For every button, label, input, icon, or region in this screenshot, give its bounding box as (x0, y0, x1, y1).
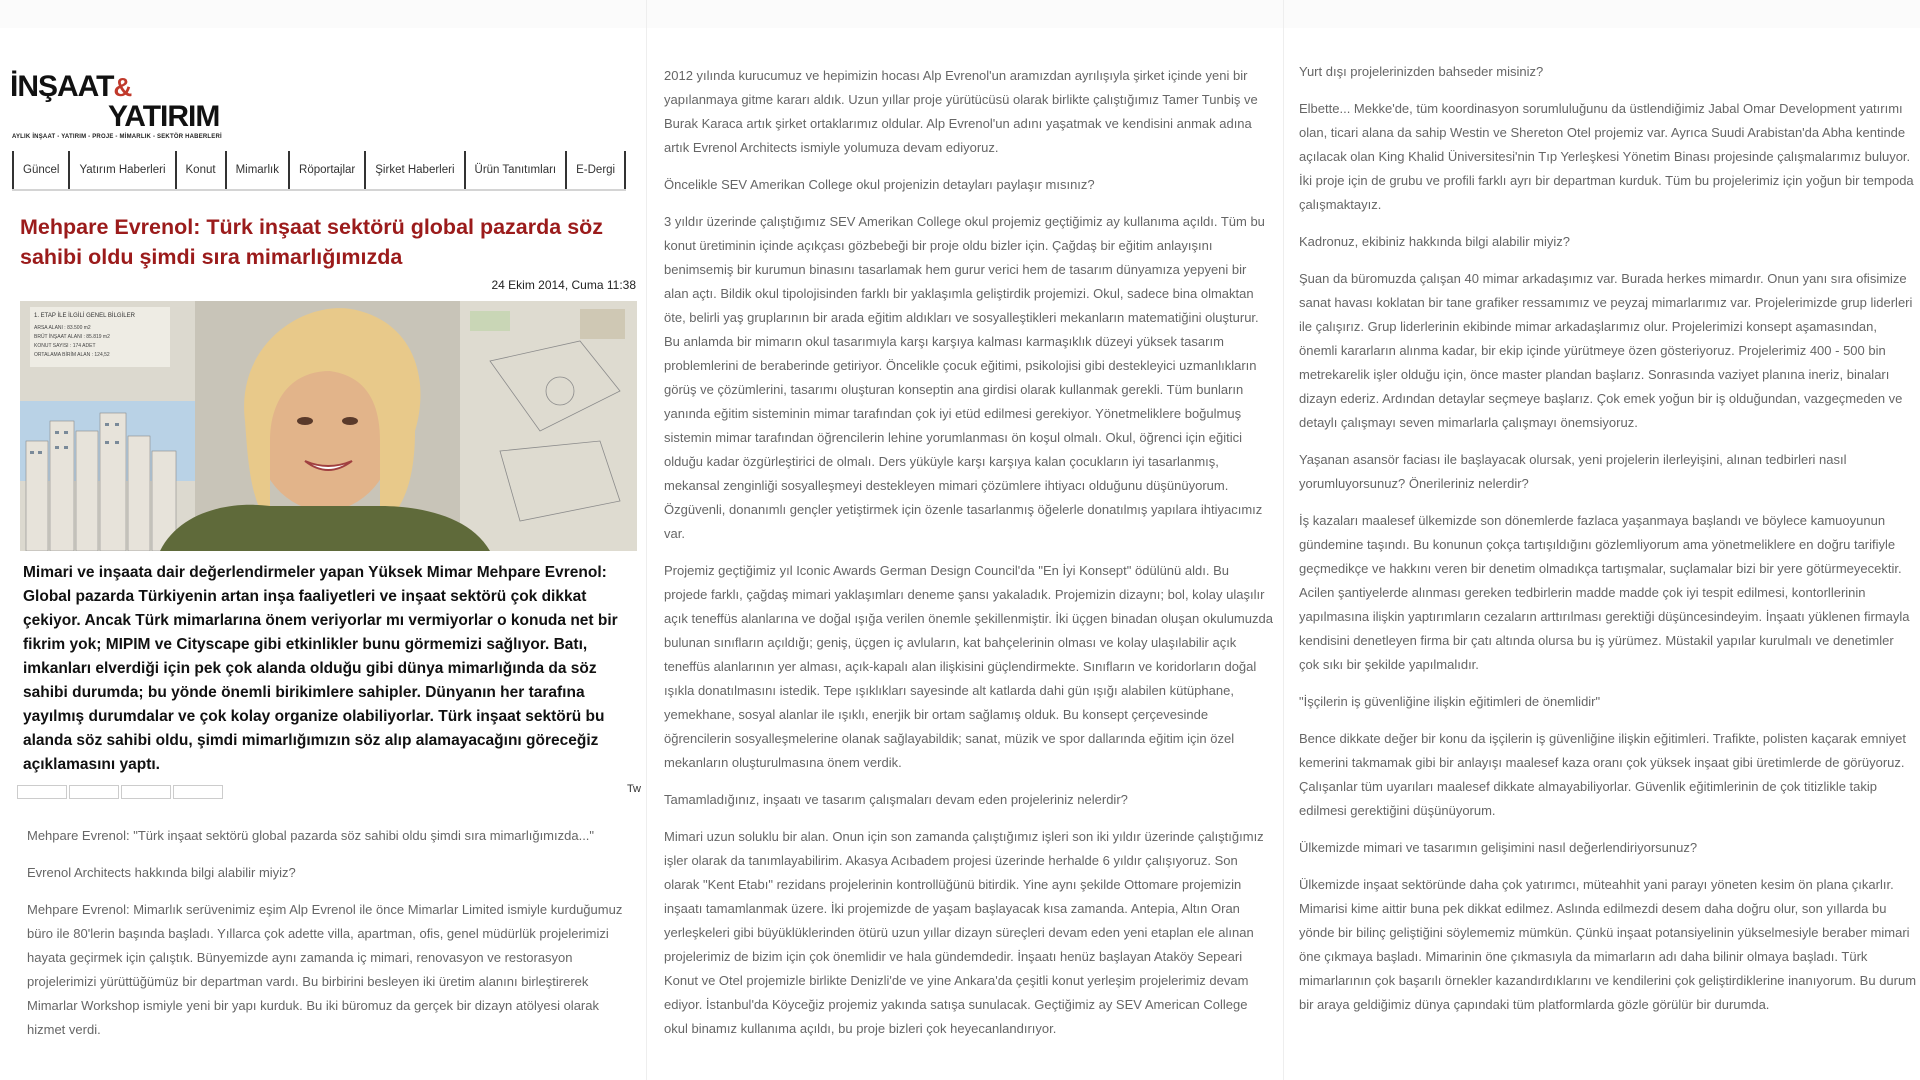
question: Yaşanan asansör faciası ile başlayacak olursak, yeni projelerin ilerleyişini, alınan tedbirleri nasıl yorumluyorsunuz? Önerileriniz nelerdir? (1299, 452, 1847, 491)
logo-word-yatirim: YATIRIM (108, 100, 220, 133)
column-3 (1283, 0, 1920, 1080)
paragraph: 2012 yılında kurucumuz ve hepimizin hocası Alp Evrenol'un aramızdan ayrılışıyla şirket içinde yeni bir yapılanmaya gitme kararı aldık. Uzun yıllar proje yürütücüsü olarak birlikte çalıştığımız Tamer Tunbiş ve Burak Karaca artık şirket ortaklarımız oldular. Alp Evrenol'un adını yaşatmak ve kendisini anmak adına artık Evrenol Architects ismiyle yolumuza devam ediyoruz. (664, 68, 1258, 155)
article-body-col3 (1299, 60, 1917, 1030)
article-headline[interactable]: Mehpare Evrenol: Türk inşaat sektörü global pazarda söz sahibi oldu şimdi sıra mimarlığımızda (20, 215, 604, 269)
nav-item-roportajlar[interactable]: Röportajlar (290, 151, 366, 189)
article-date: 24 Ekim 2014, Cuma 11:38 (491, 278, 636, 292)
tweet-button[interactable]: Tw (626, 783, 641, 795)
paragraph: Elbette... Mekke'de, tüm koordinasyon sorumluluğunu da üstlendiğimiz Jabal Omar Development yatırımı olan, ticari alana da sahip Westin ve Shereton Otel projemiz var. Ayrıca Suudi Arabistan'da Abha kentinde açılacak olan King Khalid Üniversitesi'nin Tıp Yerleşkesi Yönetim Binası projesinde çalışmalarımız buluyor. İki proje için de grubu ve profili farklı ayrı bir departman kurduk. Tüm bu projelerimiz için yoğun bir tempoda çalışmaktayız. (1299, 101, 1914, 212)
share-button[interactable] (69, 785, 119, 799)
paragraph: Bence dikkate değer bir konu da işçilerin iş güvenliğine ilişkin eğitimleri. Trafikte, polisten kaçarak emniyet kemerini takmamak gibi bir anlayışı maalesef kaza oranı çok yüksek inşaat gibi üretimlerde de görüyoruz. Çalışanlar tüm uyarıları maalesef dikkate almayabiliyorlar. Güvenlik eğitimlerinin de çok titizlikle takip edilmesi gerektiğini düşünüyorum. (1299, 731, 1906, 818)
article-photo (20, 301, 637, 551)
paragraph: Mimari uzun soluklu bir alan. Onun için son zamanda çalıştığımız işleri son iki yıldır üzerinde çalıştığımız işler olarak da tanımlayabilirim. Akasya Acıbadem projesi üzerinde herhalde 6 yıldır çalışıyoruz. Son olarak "Kent Etabı" rezidans projelerinin kontrollüğünü bitirdik. Yine aynı şekilde Ottomare projemizin inşaatı tamamlanmak üzere. İki projemizde de yaşam başlayacak kısa zamanda. Antepia, Altın Oran yerleşkeleri gibi büyüklüklerinden ötürü uzun yıllar dizayn süreçleri devam eden yeni etaplan ele alınan projelerimiz de bizim için çok önemlidir ve hala gündemdedir. İnşaatı henüz başlayan Ataköy Sepeari Konut ve Otel projemizle birlikte Denizli'de ve yine Ankara'da çeşitli konut yerleşim projelerimiz devam ediyor. İstanbul'da Köyceğiz projemiz yakında satışa sunulacak. Geçtiğimiz ay SEV American College okul binamız kullanıma açıldı, bu proje bizleri çok heyecanlandırıyor. (664, 829, 1264, 1036)
logo-tagline: AYLIK İNŞAAT - YATIRIM - PROJE - MİMARLIK - SEKTÖR HABERLERİ (12, 134, 222, 140)
question: Ülkemizde mimari ve tasarımın gelişimini nasıl değerlendiriyorsunuz? (1299, 840, 1698, 855)
question: Yurt dışı projelerinizden bahseder misiniz? (1299, 64, 1544, 79)
article-lead: Mimari ve inşaata dair değerlendirmeler yapan Yüksek Mimar Mehpare Evrenol: Global pazarda Türkiyenin artan inşa faaliyetleri ve inşaat sektörü çok dikkat çekiyor. Ancak Türk mimarlarına önem veriyorlar mı vermiyorlar o konuda net bir fikrim yok; MIPIM ve Cityscape gibi etkinlikler bunu görmemizi sağlıyor. Batı, imkanları elverdiği için pek çok alanda olduğu gibi dünya mimarlığında da söz sahibi durumda; bu yönde önemli birikimlere sahipler. Dünyanın her tarafına yayılmış durumdalar ve çok kolay organize olabiliyorlar. Türk inşaat sektörü bu alanda söz sahibi oldu, şimdi mimarlığımızın söz alıp alamayacağını göreceğiz açıklamasını yaptı. (23, 564, 618, 773)
question: Evrenol Architects hakkında bilgi alabilir miyiz? (27, 865, 296, 880)
photo-panel-line: ARSA ALANI : 83.500 m2 (34, 325, 91, 331)
share-button[interactable] (121, 785, 171, 799)
article-body-col1 (27, 824, 632, 1055)
nav-item-guncel[interactable]: Güncel (12, 151, 70, 189)
share-button[interactable] (17, 785, 67, 799)
site-logo[interactable] (10, 70, 235, 140)
paragraph: Projemiz geçtiğimiz yıl Iconic Awards German Design Council'da "En İyi Konsept" ödülünü aldı. Bu projede farklı, çağdaş mimari yaklaşımları deneme şansı yakaladık. Projemizin dizaynı; bol, kolay ulaşılır açık teneffüs alanlarına ve doğal ışığa verilen önemle şekillenmiştir. İki üçgen binadan oluşan okulumuzda bulunan sınıfların açıldığı; geniş, üçgen iç avluların, kat bahçelerinin olması ve kolay ulaşılabilir açık teneffüs alanlarının yer alması, açık-kapalı alan ilişkisini güçlendirmekte. Sınıfların ve koridorların doğal ışıkla donatılmasını istedik. Tepe ışıklıkları sayesinde alt katlarda dahi gün ışığı alabilen kütüphane, yemekhane, sosyal alanlar ile ışıklı, enerjik bir ortam sağlamış olduk. Bu konsept çerçevesinde öğrencilerin sosyalleşmelerine olanak sağlayabildik; sanat, müzik ve spor dallarında eğitim için özel mekanların oluşturulmasına önem verdik. (664, 563, 1273, 770)
paragraph: İş kazaları maalesef ülkemizde son dönemlerde fazlaca yaşanmaya başlandı ve böylece kamuoyunun gündemine taşındı. Bu konunun çokça tartışıldığını gözlemliyorum ama yönetmeliklere en doğru tarifiyle geçmedikçe ve hakkını veren bir denetim olmadıkça tartışmalar, suçlamalar bizi bir yere götürmeyecektir. Acilen şantiyelerde alınması gereken tedbirlerin madde madde çok iyi tespit edilmesi, kontorllerinin yapılmasına ilişkin yaptırımların cezaların arttırılması gerektiği düşüncesindeyim. İnşaatı yüklenen firmayla kendisini denetleyen firma bir çatı altında olursa bu iş yürümez. Müstakil yapılar kurulmalı ve denetimler çok sıkı bir şekilde yapılmalıdır. (1299, 513, 1910, 672)
logo-word-insaat: İNŞAAT (10, 70, 114, 103)
nav-item-mimarlik[interactable]: Mimarlık (227, 151, 290, 189)
photo-panel-line: ORTALAMA BİRİM ALAN : 124,52 (34, 352, 110, 358)
nav-item-e-dergi[interactable]: E-Dergi (567, 151, 626, 189)
paragraph: Ülkemizde inşaat sektöründe daha çok yatırımcı, müteahhit yani parayı yöneten kesim ön plana çıkarlır. Mimarisi kime aittir buna pek dikkat edilmez. Aslında edilmezdi desem daha doğru olur, son yıllarda bu yönde bir bilinç geliştiğini söylememiz mümkün. Çünkü inşaat potansiyelinin yükselmesiyle beraber mimari öne çıkmaya başladı. Mimarinin öne çıkmasıyla da mimarların adı daha bilinir olmaya başladı. Türk mimarlarının çok başarılı örnekler kazandırdıklarını ve kendilerini çok geliştirdiklerine inanıyorum. Bu durum bir araya geldiğimiz dünya çapındaki tüm platformlarda gözle görülür bir durumda. (1299, 877, 1917, 1012)
nav-item-yatirim-haberleri[interactable]: Yatırım Haberleri (70, 151, 176, 189)
photo-panel-line: BRÜT İNŞAAT ALANI : 85.819 m2 (34, 334, 110, 340)
article-body-col2 (664, 64, 1274, 1054)
share-bar (17, 785, 223, 799)
paragraph: Mehpare Evrenol: "Türk inşaat sektörü global pazarda söz sahibi oldu şimdi sıra mimarlığımızda..." (27, 828, 595, 843)
photo-panel-title: 1. ETAP İLE İLGİLİ GENEL BİLGİLER (34, 313, 135, 319)
paragraph: 3 yıldır üzerinde çalıştığımız SEV Amerikan College okul projemiz geçtiğimiz ay kullanıma açıldı. Tüm bu konut üretiminin içinde açıkçası gözbebeği bir proje oldu bizler için. Çağdaş bir eğitim anlayışını benimsemiş bir kurumun binasını tasarlamak hem gurur verici hem de tasarım dünyamıza yepyeni bir alan açtı. Bildik okul tipolojisinden farklı bir yaklaşımla geliştirdik projemizi. Okul, sadece bina olmaktan öte, belirli yaş gruplarının bir arada eğitim aldıkları ve sosyalleştikleri mekanların matematiğini oluşturur. Bu anlamda bir mimarın okul tasarımıyla karşı karşıya kalması karmaşıklık düzeyi yüksek tasarım problemlerini de beraberinde getiriyor. Öncelikle çocuk eğitimi, psikolojisi gibi destekleyici uzmanlıkların görüş ve çözümlerini, tasarımı oluşturan konseptin ana girdisi olarak kullanmak gerekli. Tüm bunların yanında eğitim sisteminin mimar tarafından çok iyi etüd edilmesi gerekiyor. Yönetmeliklere boğulmuş sistemin mimar tarafından öğrencilerin lehine yorumlanması ön koşul olmalı. Okul, öğrenci için eğitici olduğu kadar özgürleştirici de olmalı. Ders yüküyle karşı karşıya kalan çocukların iyi tasarlanmış, mekansal zenginliği sosyalleşmeyi destekleyen mimari çözümlere ihtiyacı olduğunu düşünüyorum. Özgüvenli, donanımlı gençler yetiştirmek için özenle tasarlanmış öğelerle donatılmış yapılara ihtiyacımız var. (664, 214, 1265, 541)
nav-item-konut[interactable]: Konut (177, 151, 227, 189)
question: Öncelikle SEV Amerikan College okul projenizin detayları paylaşır mısınız? (664, 177, 1095, 192)
logo-ampersand: & (113, 72, 132, 102)
pull-quote: "İşçilerin iş güvenliğine ilişkin eğitimleri de önemlidir" (1299, 694, 1601, 709)
paragraph: Şuan da büromuzda çalışan 40 mimar arkadaşımız var. Burada herkes mimardır. Onun yanı sıra ofisimize sanat havası koklatan bir tane grafiker ressamımız ve peyzaj mimarlarımız var. Projelerimizde grup liderleri ile çalışırız. Grup liderlerinin ekibinde mimar arkadaşlarımız olur. Projelerimizi konsept aşamasından, önemli kararların alınma kadar, bir ekip içinde yürütmeye özen gösteriyoruz. Projelerimiz 400 - 500 bin metrekarelik işler olduğu için, önce master plandan başlarız. Sonrasında vaziyet planına ineriz, binaları dizayn ederiz. Ardından detaylar seçmeye başlarız. Çok emek yoğun bir iş olduğundan, vazgeçmeden ve detaylı çalışmayı seven mimarlarla çalışmayı önemsiyoruz. (1299, 271, 1913, 430)
question: Tamamladığınız, inşaatı ve tasarım çalışmaları devam eden projeleriniz nelerdir? (664, 792, 1128, 807)
logo-line1 (10, 70, 131, 104)
nav-item-urun-tanitimlari[interactable]: Ürün Tanıtımları (466, 151, 568, 189)
question: Kadronuz, ekibiniz hakkında bilgi alabilir miyiz? (1299, 234, 1570, 249)
column-1 (0, 0, 645, 1080)
main-nav (12, 151, 626, 191)
column-2 (646, 0, 1283, 1080)
share-button[interactable] (173, 785, 223, 799)
photo-panel-line: KONUT SAYISI : 174 ADET (34, 343, 96, 349)
paragraph: Mehpare Evrenol: Mimarlık serüvenimiz eşim Alp Evrenol ile önce Mimarlar Limited ismiyle kurduğumuz büro ile 80'lerin başında başladı. Yıllarca çok adette villa, apartman, ofis, genel müdürlük projelerimizi hayata geçirmek için çalıştık. Bünyemizde aynı zamanda iç mimari, renovasyon ve restorasyon projelerimizi yürüttüğümüz bir departman vardı. Bu birbirini besleyen iki üretim alanını birleştirerek Mimarlar Workshop ismiyle yeni bir yapı kurduk. Bu iki büromuz da gerçek bir dizayn atölyesi olarak hizmet verdi. (27, 902, 623, 1037)
nav-item-sirket-haberleri[interactable]: Şirket Haberleri (366, 151, 465, 189)
